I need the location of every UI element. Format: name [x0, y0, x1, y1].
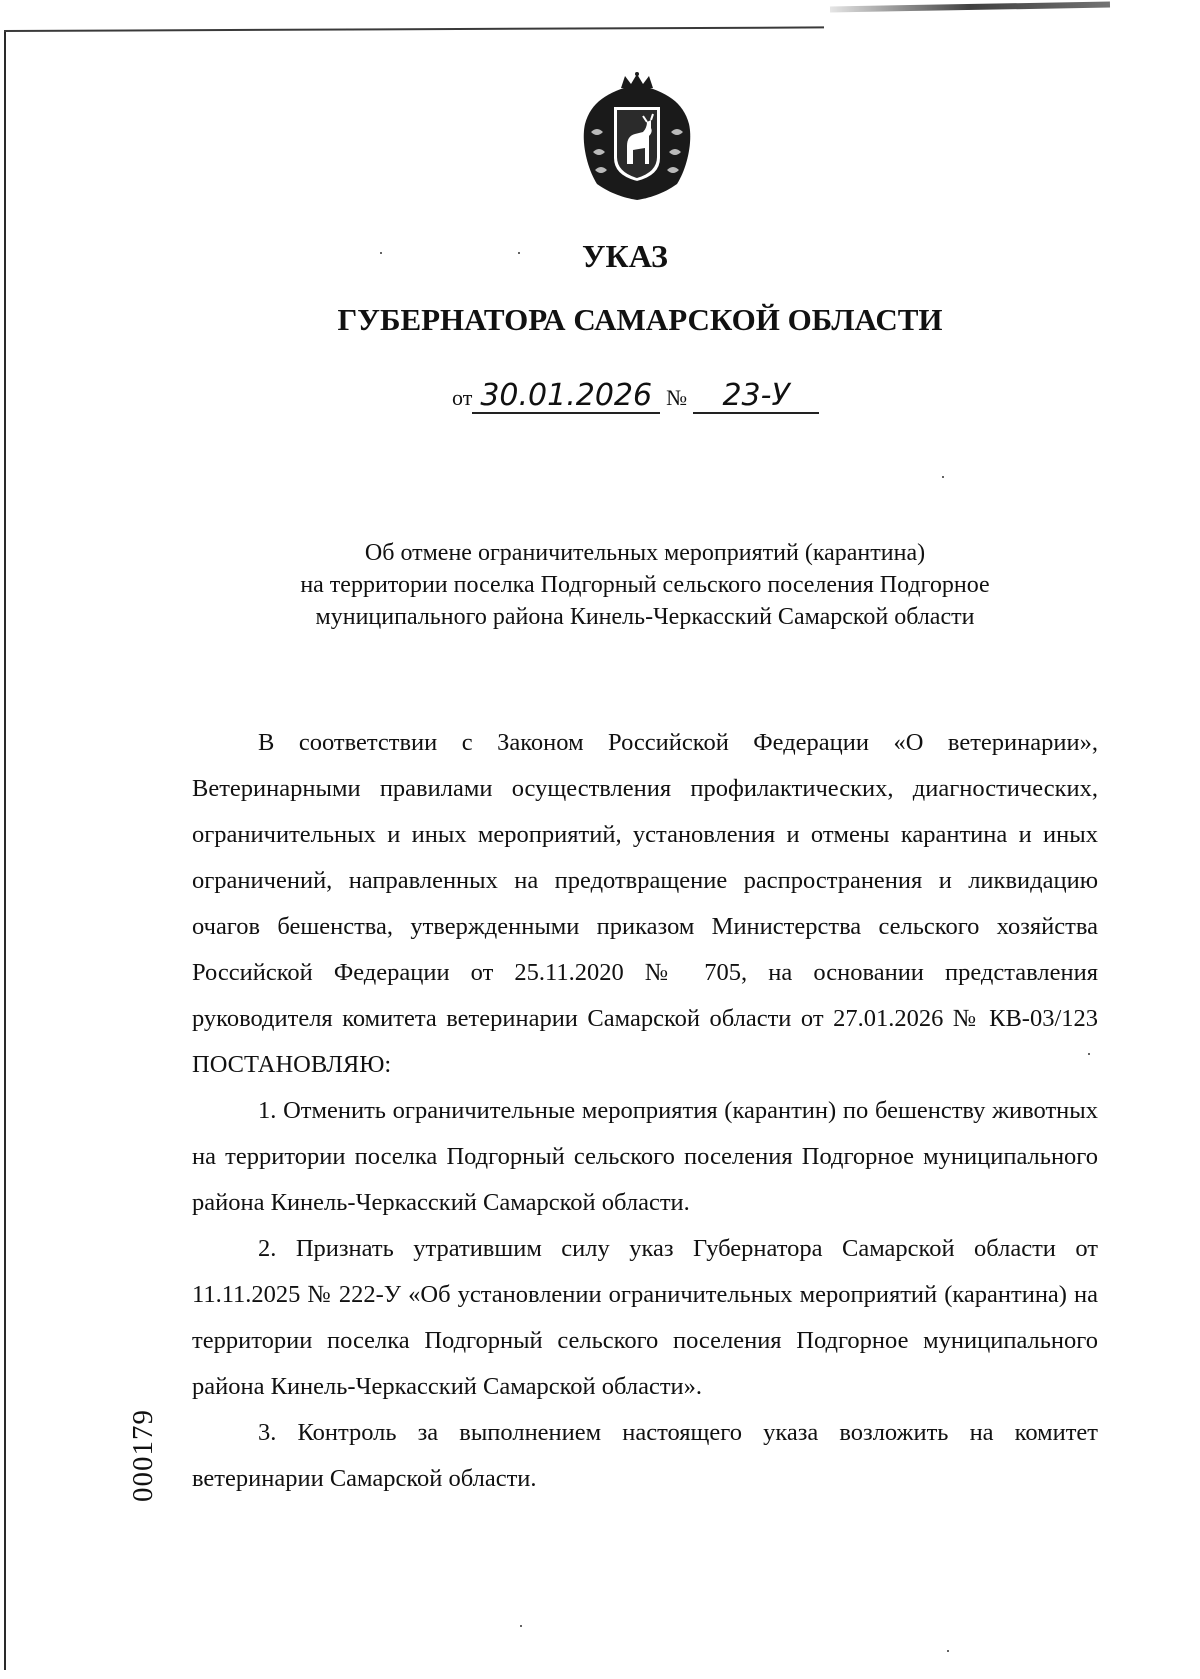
scan-speck	[942, 476, 944, 478]
subject-line: на территории поселка Подгорный сельского поселения Подгорное	[300, 572, 990, 598]
date-prefix: от	[452, 385, 473, 410]
handwritten-date: 30.01.2026	[472, 380, 660, 414]
scan-edge-left	[4, 30, 6, 1670]
scan-edge-top	[4, 26, 824, 32]
subject-line: муниципального района Кинель-Черкасский Самарской области	[315, 604, 975, 630]
document-subject	[230, 537, 1060, 633]
item-paragraph: 1. Отменить ограничительные мероприятия (карантин) по бешенству животных на территории поселка Подгорный сельского поселения Подгорное муниципального района Кинель-Черкасский Самарской области.	[192, 1097, 1098, 1216]
subject-line: Об отмене ограничительных мероприятий (карантина)	[364, 540, 926, 566]
coat-of-arms-icon	[577, 72, 697, 202]
item-paragraph: 3. Контроль за выполнением настоящего указа возложить на комитет ветеринарии Самарской области.	[192, 1419, 1098, 1492]
page-stamp-number: 000179	[127, 1409, 159, 1502]
number-prefix: №	[666, 385, 688, 410]
scan-speck	[520, 1625, 522, 1627]
document-type-title: УКАЗ	[582, 238, 668, 274]
date-number-line	[452, 380, 819, 414]
preamble-paragraph: В соответствии с Законом Российской Федерации «О ветеринарии», Ветеринарными правилами осуществления профилактических, диагностических, ограничительных и иных мероприятий, установления и отмены карантина и иных ограничений, направленных на предотвращение распространения и ликвидацию очагов бешенства, утвержденными приказом Министерства сельского хозяйства Российской Федерации от 25.11.2020 № 705, на основании представления руководителя комитета ветеринарии Самарской области от 27.01.2026 № КВ-03/123 ПОСТАНОВЛЯЮ:	[192, 729, 1098, 1078]
document-body	[192, 720, 1098, 1502]
scan-speck	[518, 252, 520, 254]
issuer-title: ГУБЕРНАТОРА САМАРСКОЙ ОБЛАСТИ	[337, 302, 943, 337]
item-paragraph: 2. Признать утратившим силу указ Губернатора Самарской области от 11.11.2025 № 222-У «Об установлении ограничительных мероприятий (карантина) на территории поселка Подгорный сельского поселения Подгорное муниципального района Кинель-Черкасский Самарской области».	[192, 1235, 1098, 1400]
scan-smudge	[830, 2, 1110, 13]
scan-speck	[947, 1650, 949, 1652]
handwritten-number: 23-У	[693, 380, 819, 414]
scan-speck	[380, 252, 382, 254]
scan-speck	[1088, 1053, 1090, 1055]
